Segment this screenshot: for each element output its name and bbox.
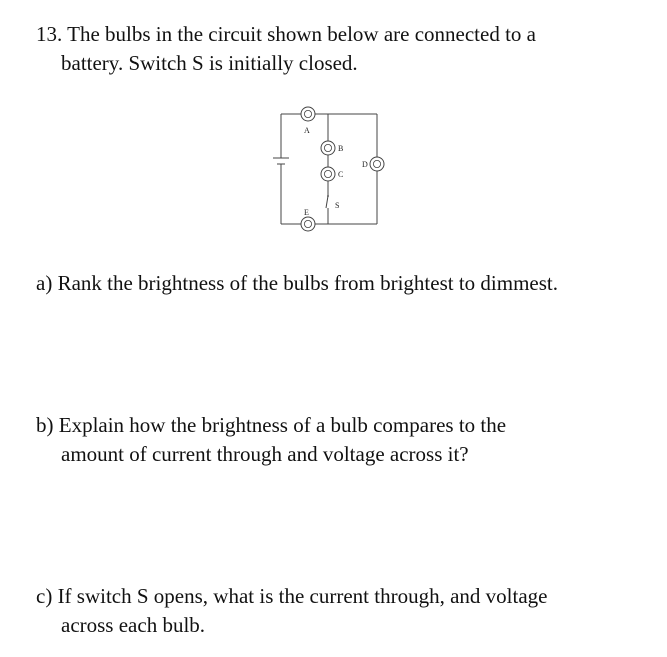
part-c-text-line-2: across each bulb. bbox=[61, 613, 206, 637]
bulb-c bbox=[321, 167, 335, 181]
bulb-a bbox=[301, 107, 315, 121]
question-text-line-2: battery. Switch S is initially closed. bbox=[61, 51, 358, 75]
label-a: A bbox=[304, 126, 310, 135]
label-e: E bbox=[304, 208, 309, 217]
label-s: S bbox=[335, 201, 340, 210]
switch-s-symbol bbox=[326, 195, 329, 208]
battery-symbol bbox=[273, 158, 289, 164]
label-c: C bbox=[338, 170, 344, 179]
part-c-text-line-1: c) If switch S opens, what is the current through, and voltage bbox=[36, 584, 548, 608]
label-d: D bbox=[362, 160, 368, 169]
label-b: B bbox=[338, 144, 344, 153]
bulb-d bbox=[370, 157, 384, 171]
bulb-b bbox=[321, 141, 335, 155]
part-b-text-line-2: amount of current through and voltage across it? bbox=[61, 442, 469, 466]
part-b-text-line-1: b) Explain how the brightness of a bulb compares to the bbox=[36, 413, 507, 437]
circuit-diagram bbox=[262, 104, 392, 238]
bulb-e bbox=[301, 217, 315, 231]
question-text-line-1: 13. The bulbs in the circuit shown below are connected to a bbox=[36, 22, 536, 46]
part-a-text: a) Rank the brightness of the bulbs from brightest to dimmest. bbox=[36, 271, 559, 295]
